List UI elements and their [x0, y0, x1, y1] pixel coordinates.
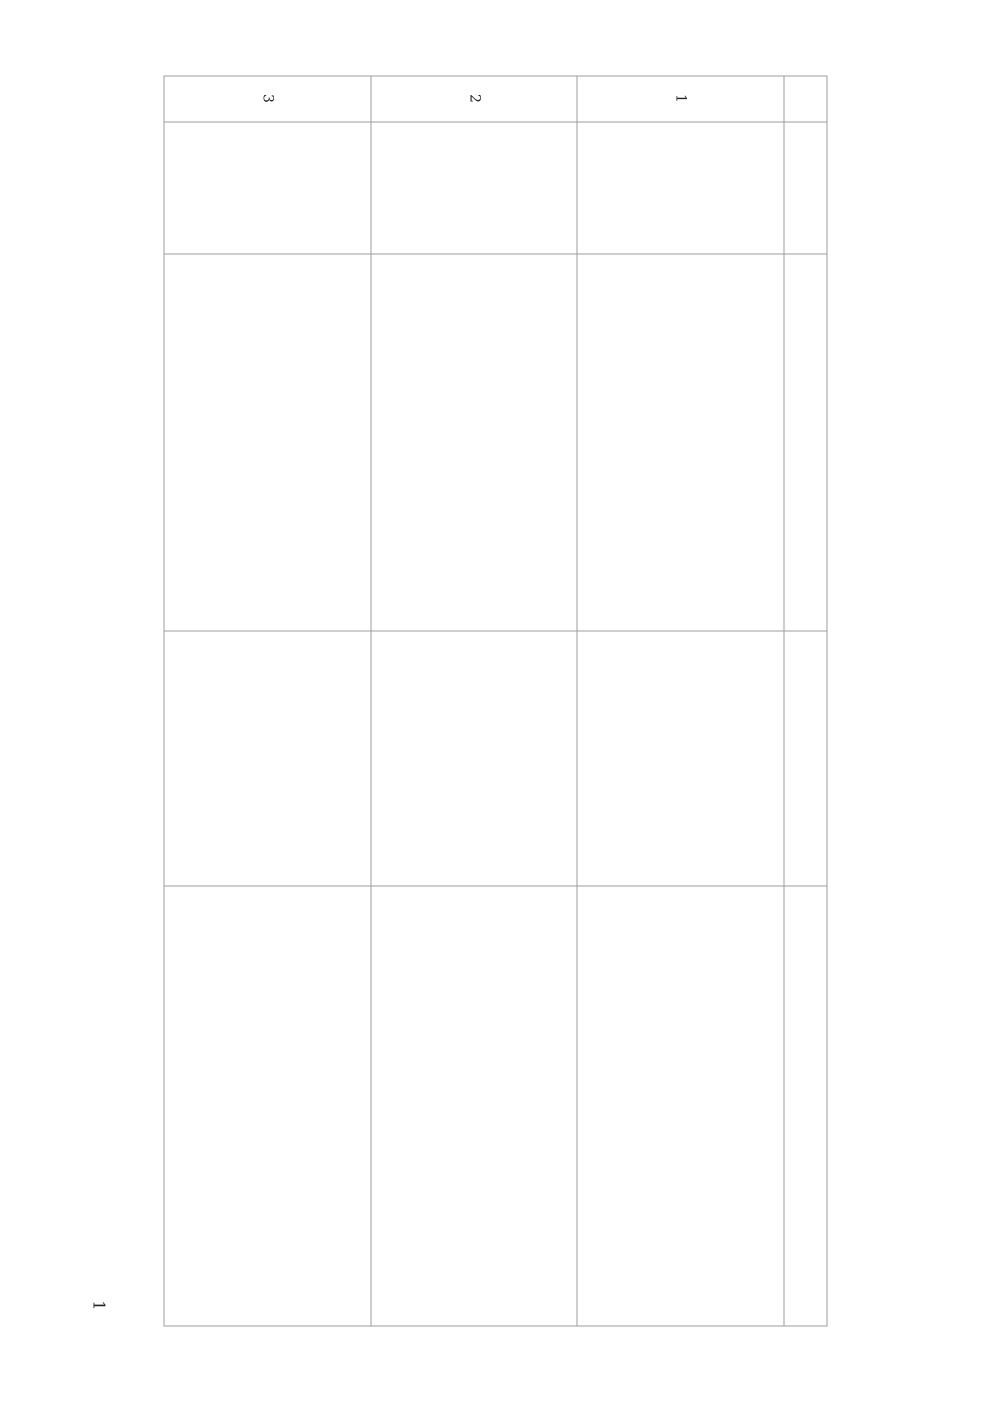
case-cell	[577, 886, 784, 1326]
row-number: 1	[577, 76, 784, 122]
data-cell	[164, 631, 371, 886]
table-row	[577, 76, 784, 1326]
case-cell	[164, 886, 371, 1326]
table-body	[164, 76, 784, 1326]
data-cell	[577, 631, 784, 886]
scene-detail	[164, 254, 371, 631]
scene-detail	[577, 254, 784, 631]
case-cell	[371, 886, 578, 1326]
scene-name	[164, 122, 371, 254]
page-number: 1	[89, 1300, 109, 1311]
scene-name	[577, 122, 784, 254]
column-header-cases	[784, 886, 827, 1326]
scene-name	[371, 122, 578, 254]
column-header-detail	[784, 254, 827, 631]
rotated-document-sheet	[1, 0, 992, 1403]
table-header	[784, 76, 827, 1326]
table-row	[164, 76, 371, 1326]
column-header-data	[784, 631, 827, 886]
scenario-table	[164, 76, 828, 1327]
data-cell	[371, 631, 578, 886]
column-header-scene	[784, 122, 827, 254]
table-header-row	[784, 76, 827, 1326]
row-number: 2	[371, 76, 578, 122]
column-header-number	[784, 76, 827, 122]
scene-detail	[371, 254, 578, 631]
row-number: 3	[164, 76, 371, 122]
table-row	[371, 76, 578, 1326]
